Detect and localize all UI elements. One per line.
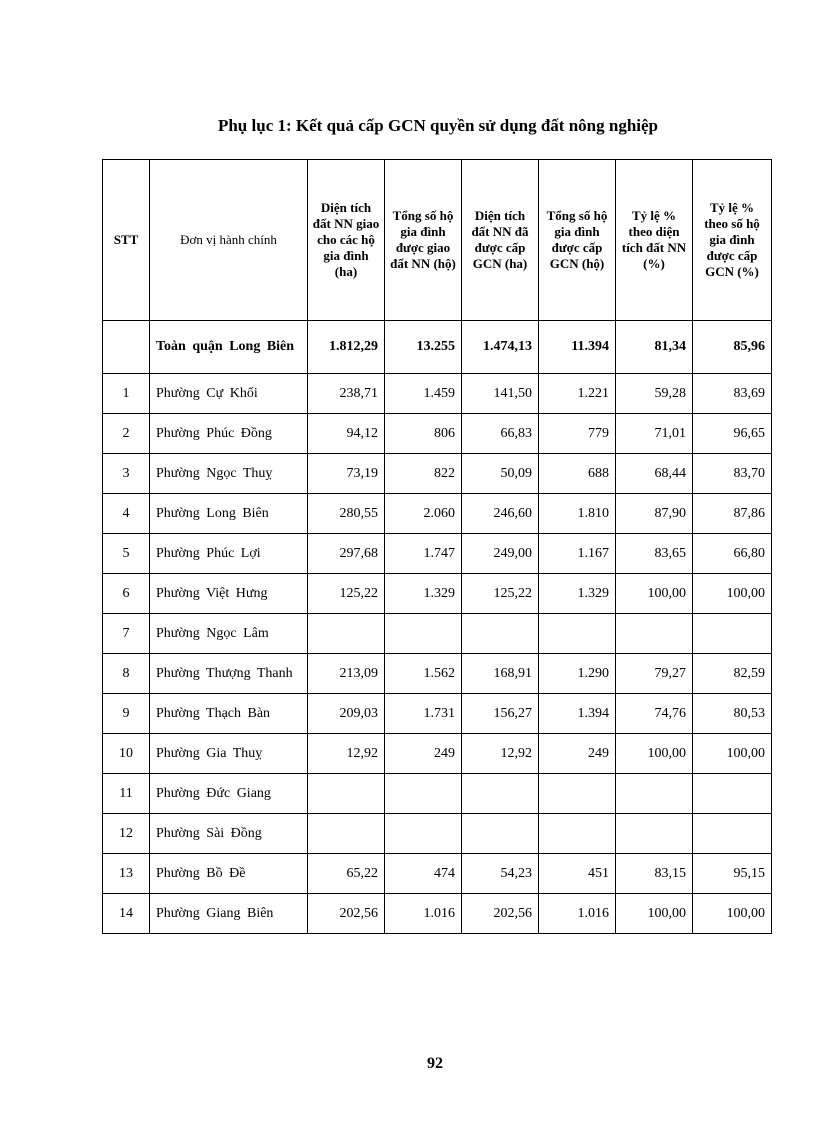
row-unit-name: Phường Cự Khối xyxy=(150,374,308,414)
total-name: Toàn quận Long Biên xyxy=(150,321,308,374)
row-unit-name: Phường Phúc Đồng xyxy=(150,414,308,454)
header-area-allocated: Diện tích đất NN giao cho các hộ gia đình (ha) xyxy=(308,160,385,321)
row-area-certified: 202,56 xyxy=(462,894,539,934)
row-households-certified: 249 xyxy=(539,734,616,774)
row-area-certified xyxy=(462,614,539,654)
row-area-allocated: 238,71 xyxy=(308,374,385,414)
row-pct-area: 83,15 xyxy=(616,854,693,894)
total-area-certified: 1.474,13 xyxy=(462,321,539,374)
row-area-certified xyxy=(462,814,539,854)
row-unit-name: Phường Việt Hưng xyxy=(150,574,308,614)
row-pct-area xyxy=(616,614,693,654)
row-households-certified xyxy=(539,614,616,654)
row-households-allocated xyxy=(385,614,462,654)
row-households-allocated: 1.747 xyxy=(385,534,462,574)
row-unit-name: Phường Đức Giang xyxy=(150,774,308,814)
row-unit-name: Phường Ngọc Lâm xyxy=(150,614,308,654)
row-pct-area xyxy=(616,774,693,814)
page-number: 92 xyxy=(427,1055,443,1072)
row-pct-area: 59,28 xyxy=(616,374,693,414)
total-row xyxy=(103,321,772,374)
row-unit-name: Phường Phúc Lợi xyxy=(150,534,308,574)
row-pct-area: 83,65 xyxy=(616,534,693,574)
row-area-allocated xyxy=(308,774,385,814)
row-stt: 13 xyxy=(103,854,150,894)
table-row xyxy=(103,814,772,854)
row-pct-households: 80,53 xyxy=(693,694,772,734)
page-title: Phụ lục 1: Kết quả cấp GCN quyền sử dụng đất nông nghiệp xyxy=(217,116,659,135)
row-stt: 6 xyxy=(103,574,150,614)
row-area-certified: 66,83 xyxy=(462,414,539,454)
row-households-certified: 1.810 xyxy=(539,494,616,534)
header-unit: Đơn vị hành chính xyxy=(150,160,308,321)
row-pct-households xyxy=(693,774,772,814)
row-unit-name: Phường Bồ Đề xyxy=(150,854,308,894)
row-area-certified: 156,27 xyxy=(462,694,539,734)
table-row xyxy=(103,414,772,454)
row-stt: 5 xyxy=(103,534,150,574)
row-households-allocated: 249 xyxy=(385,734,462,774)
row-area-certified: 246,60 xyxy=(462,494,539,534)
row-pct-area: 74,76 xyxy=(616,694,693,734)
total-stt xyxy=(103,321,150,374)
row-households-allocated: 822 xyxy=(385,454,462,494)
table-row xyxy=(103,534,772,574)
row-pct-area xyxy=(616,814,693,854)
table-row xyxy=(103,854,772,894)
table-row xyxy=(103,374,772,414)
row-households-allocated: 1.731 xyxy=(385,694,462,734)
table-row xyxy=(103,894,772,934)
results-table xyxy=(102,159,772,934)
row-stt: 2 xyxy=(103,414,150,454)
total-pct-area: 81,34 xyxy=(616,321,693,374)
row-area-allocated: 125,22 xyxy=(308,574,385,614)
row-area-certified: 54,23 xyxy=(462,854,539,894)
header-households-allocated: Tổng số hộ gia đình được giao đất NN (hộ) xyxy=(385,160,462,321)
row-area-certified: 12,92 xyxy=(462,734,539,774)
row-households-allocated: 1.459 xyxy=(385,374,462,414)
row-stt: 7 xyxy=(103,614,150,654)
row-area-allocated xyxy=(308,814,385,854)
row-households-allocated: 1.329 xyxy=(385,574,462,614)
table-row xyxy=(103,694,772,734)
row-pct-households: 83,69 xyxy=(693,374,772,414)
table-row xyxy=(103,614,772,654)
row-households-certified: 1.016 xyxy=(539,894,616,934)
table-row xyxy=(103,774,772,814)
row-pct-households: 95,15 xyxy=(693,854,772,894)
row-stt: 3 xyxy=(103,454,150,494)
row-area-allocated: 12,92 xyxy=(308,734,385,774)
row-pct-households: 66,80 xyxy=(693,534,772,574)
row-unit-name: Phường Giang Biên xyxy=(150,894,308,934)
row-unit-name: Phường Thạch Bàn xyxy=(150,694,308,734)
header-stt: STT xyxy=(103,160,150,321)
row-households-certified xyxy=(539,814,616,854)
row-pct-area: 79,27 xyxy=(616,654,693,694)
row-households-certified: 1.221 xyxy=(539,374,616,414)
row-area-allocated: 297,68 xyxy=(308,534,385,574)
header-area-certified: Diện tích đất NN đã được cấp GCN (ha) xyxy=(462,160,539,321)
row-households-certified: 688 xyxy=(539,454,616,494)
row-households-allocated: 806 xyxy=(385,414,462,454)
row-stt: 9 xyxy=(103,694,150,734)
row-pct-households: 100,00 xyxy=(693,574,772,614)
row-households-allocated: 1.562 xyxy=(385,654,462,694)
row-households-certified: 1.394 xyxy=(539,694,616,734)
row-pct-area: 68,44 xyxy=(616,454,693,494)
row-area-allocated: 94,12 xyxy=(308,414,385,454)
header-pct-households: Tỷ lệ % theo số hộ gia đình được cấp GCN (%) xyxy=(693,160,772,321)
row-area-allocated: 202,56 xyxy=(308,894,385,934)
total-households-certified: 11.394 xyxy=(539,321,616,374)
row-unit-name: Phường Thượng Thanh xyxy=(150,654,308,694)
table-row xyxy=(103,454,772,494)
row-area-certified: 168,91 xyxy=(462,654,539,694)
row-pct-households xyxy=(693,814,772,854)
row-households-allocated: 1.016 xyxy=(385,894,462,934)
row-stt: 1 xyxy=(103,374,150,414)
header-households-certified: Tổng số hộ gia đình được cấp GCN (hộ) xyxy=(539,160,616,321)
row-pct-households: 82,59 xyxy=(693,654,772,694)
row-area-allocated: 65,22 xyxy=(308,854,385,894)
row-stt: 4 xyxy=(103,494,150,534)
total-area-allocated: 1.812,29 xyxy=(308,321,385,374)
row-households-allocated xyxy=(385,814,462,854)
row-households-certified: 1.167 xyxy=(539,534,616,574)
row-area-allocated xyxy=(308,614,385,654)
row-households-certified: 779 xyxy=(539,414,616,454)
header-pct-area: Tỷ lệ % theo diện tích đất NN (%) xyxy=(616,160,693,321)
row-area-certified: 125,22 xyxy=(462,574,539,614)
row-stt: 11 xyxy=(103,774,150,814)
row-households-certified: 1.290 xyxy=(539,654,616,694)
row-area-allocated: 209,03 xyxy=(308,694,385,734)
row-pct-area: 87,90 xyxy=(616,494,693,534)
row-stt: 12 xyxy=(103,814,150,854)
row-pct-area: 100,00 xyxy=(616,894,693,934)
table-row xyxy=(103,574,772,614)
row-area-certified: 50,09 xyxy=(462,454,539,494)
table-row xyxy=(103,494,772,534)
table-row xyxy=(103,654,772,694)
row-area-allocated: 280,55 xyxy=(308,494,385,534)
row-pct-households: 87,86 xyxy=(693,494,772,534)
row-pct-area: 100,00 xyxy=(616,574,693,614)
row-pct-households xyxy=(693,614,772,654)
row-area-certified: 141,50 xyxy=(462,374,539,414)
row-households-allocated: 2.060 xyxy=(385,494,462,534)
row-area-allocated: 73,19 xyxy=(308,454,385,494)
row-area-certified xyxy=(462,774,539,814)
row-stt: 8 xyxy=(103,654,150,694)
row-stt: 10 xyxy=(103,734,150,774)
total-pct-households: 85,96 xyxy=(693,321,772,374)
row-stt: 14 xyxy=(103,894,150,934)
row-households-certified: 1.329 xyxy=(539,574,616,614)
row-unit-name: Phường Long Biên xyxy=(150,494,308,534)
row-unit-name: Phường Gia Thuỵ xyxy=(150,734,308,774)
row-unit-name: Phường Ngọc Thuỵ xyxy=(150,454,308,494)
row-unit-name: Phường Sài Đồng xyxy=(150,814,308,854)
row-households-certified xyxy=(539,774,616,814)
row-pct-households: 100,00 xyxy=(693,894,772,934)
row-pct-households: 100,00 xyxy=(693,734,772,774)
row-households-allocated: 474 xyxy=(385,854,462,894)
row-pct-households: 83,70 xyxy=(693,454,772,494)
header-row xyxy=(103,160,772,321)
row-area-certified: 249,00 xyxy=(462,534,539,574)
total-households-allocated: 13.255 xyxy=(385,321,462,374)
row-households-certified: 451 xyxy=(539,854,616,894)
row-households-allocated xyxy=(385,774,462,814)
row-pct-households: 96,65 xyxy=(693,414,772,454)
table-row xyxy=(103,734,772,774)
row-pct-area: 71,01 xyxy=(616,414,693,454)
row-area-allocated: 213,09 xyxy=(308,654,385,694)
row-pct-area: 100,00 xyxy=(616,734,693,774)
